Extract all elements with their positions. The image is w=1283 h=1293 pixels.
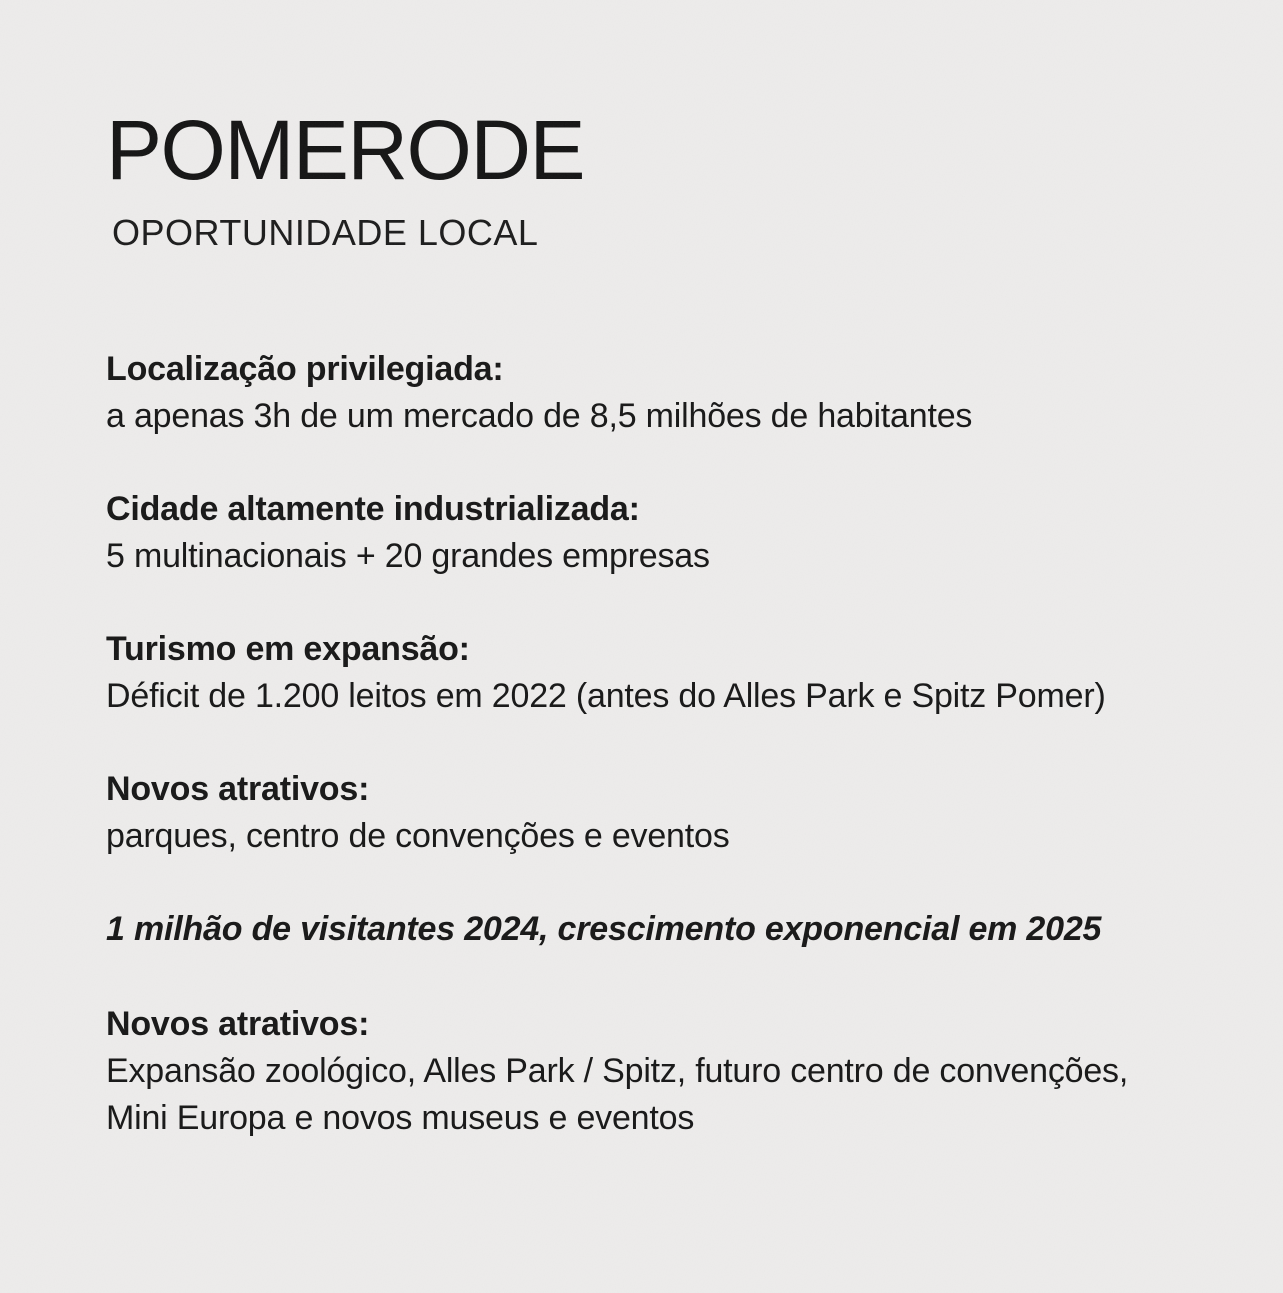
section-industria [106, 486, 1213, 580]
section-heading: Novos atrativos: [106, 770, 370, 808]
page-subtitle: OPORTUNIDADE LOCAL [112, 212, 539, 253]
content [106, 346, 1213, 1142]
section-body: parques, centro de convenções e eventos [106, 817, 730, 855]
section-heading: Cidade altamente industrializada: [106, 490, 640, 528]
highlight-line: 1 milhão de visitantes 2024, crescimento exponencial em 2025 [106, 910, 1102, 948]
section-localizacao [106, 346, 1213, 440]
section-novos-atrativos-2 [106, 1001, 1213, 1142]
section-heading: Localização privilegiada: [106, 350, 504, 388]
header [106, 103, 1213, 254]
section-body: a apenas 3h de um mercado de 8,5 milhões de habitantes [106, 397, 973, 435]
section-turismo [106, 626, 1213, 720]
page-title: POMERODE [106, 103, 585, 197]
section-body-line-2: Mini Europa e novos museus e eventos [106, 1099, 695, 1137]
section-body-line-1: Expansão zoológico, Alles Park / Spitz, futuro centro de convenções, [106, 1052, 1129, 1090]
section-heading: Turismo em expansão: [106, 630, 470, 668]
section-body: Déficit de 1.200 leitos em 2022 (antes do Alles Park e Spitz Pomer) [106, 677, 1106, 715]
section-body: 5 multinacionais + 20 grandes empresas [106, 537, 710, 575]
section-heading: Novos atrativos: [106, 1005, 370, 1043]
section-novos-atrativos-1 [106, 766, 1213, 860]
